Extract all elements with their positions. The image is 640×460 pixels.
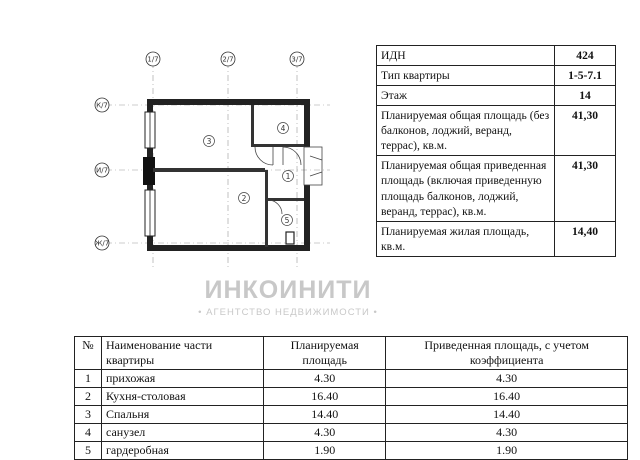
room-name: прихожая bbox=[102, 370, 264, 388]
room-number: 1 bbox=[75, 370, 102, 388]
room-number: 3 bbox=[75, 406, 102, 424]
info-row-floor bbox=[377, 86, 616, 106]
table-row bbox=[75, 424, 628, 442]
table-row bbox=[75, 370, 628, 388]
info-label: Планируемая общая площадь (без балконов, лоджий, веранд, террас), кв.м. bbox=[377, 106, 555, 156]
room-reduced-area: 16.40 bbox=[386, 388, 628, 406]
room-reduced-area: 4.30 bbox=[386, 424, 628, 442]
room-number-1: 1 bbox=[285, 171, 291, 181]
info-value: 41,30 bbox=[555, 156, 616, 221]
axis-label-left: К/7 bbox=[96, 101, 108, 110]
room-number: 2 bbox=[75, 388, 102, 406]
rooms-header-row bbox=[75, 337, 628, 370]
table-row bbox=[75, 406, 628, 424]
room-area: 4.30 bbox=[264, 424, 386, 442]
room-name: санузел bbox=[102, 424, 264, 442]
axis-label-top: 1/7 bbox=[147, 55, 159, 64]
info-value: 424 bbox=[555, 46, 616, 66]
axis-label-left: Ж/7 bbox=[94, 239, 110, 248]
info-value: 14,40 bbox=[555, 221, 616, 256]
info-value: 41,30 bbox=[555, 106, 616, 156]
room-number-2: 2 bbox=[241, 193, 247, 203]
table-row bbox=[75, 388, 628, 406]
info-label: Планируемая общая приведенная площадь (включая приведенную площадь балконов, лоджий, веранд, террас), кв.м. bbox=[377, 156, 555, 221]
info-label: Тип квартиры bbox=[377, 66, 555, 86]
info-label: Этаж bbox=[377, 86, 555, 106]
info-row-id bbox=[377, 46, 616, 66]
col-name-header: Наименование части квартиры bbox=[102, 337, 264, 370]
room-number-5: 5 bbox=[284, 215, 290, 225]
room-name: гардеробная bbox=[102, 442, 264, 460]
axis-label-left: И/7 bbox=[95, 166, 109, 175]
room-area: 4.30 bbox=[264, 370, 386, 388]
room-number: 5 bbox=[75, 442, 102, 460]
info-row-total-area bbox=[377, 106, 616, 156]
apartment-info-table bbox=[376, 45, 616, 257]
table-row bbox=[75, 442, 628, 460]
col-number-header: № bbox=[75, 337, 102, 370]
room-reduced-area: 4.30 bbox=[386, 370, 628, 388]
axis-label-top: 3/7 bbox=[291, 55, 303, 64]
room-area: 14.40 bbox=[264, 406, 386, 424]
info-label: Планируемая жилая площадь, кв.м. bbox=[377, 221, 555, 256]
agency-watermark bbox=[178, 276, 398, 318]
room-name: Спальня bbox=[102, 406, 264, 424]
watermark-subtitle: • АГЕНТСТВО НЕДВИЖИМОСТИ • bbox=[198, 307, 378, 318]
room-area: 16.40 bbox=[264, 388, 386, 406]
axis-label-top: 2/7 bbox=[222, 55, 234, 64]
info-row-living-area bbox=[377, 221, 616, 256]
room-number: 4 bbox=[75, 424, 102, 442]
room-markers bbox=[204, 123, 294, 226]
info-label: ИДН bbox=[377, 46, 555, 66]
floor-plan bbox=[0, 0, 370, 270]
room-number-3: 3 bbox=[206, 136, 212, 146]
room-area: 1.90 bbox=[264, 442, 386, 460]
room-name: Кухня-столовая bbox=[102, 388, 264, 406]
info-row-type bbox=[377, 66, 616, 86]
info-value: 14 bbox=[555, 86, 616, 106]
col-reduced-area-header: Приведенная площадь, с учетом коэффициента bbox=[386, 337, 628, 370]
info-row-reduced-area bbox=[377, 156, 616, 221]
info-value: 1-5-7.1 bbox=[555, 66, 616, 86]
col-area-header: Планируемая площадь bbox=[264, 337, 386, 370]
room-number-4: 4 bbox=[280, 123, 286, 133]
rooms-table bbox=[74, 336, 628, 460]
watermark-brand: ИНКОИНИТИ bbox=[204, 276, 372, 304]
room-reduced-area: 14.40 bbox=[386, 406, 628, 424]
room-reduced-area: 1.90 bbox=[386, 442, 628, 460]
axis-lines bbox=[106, 62, 330, 268]
